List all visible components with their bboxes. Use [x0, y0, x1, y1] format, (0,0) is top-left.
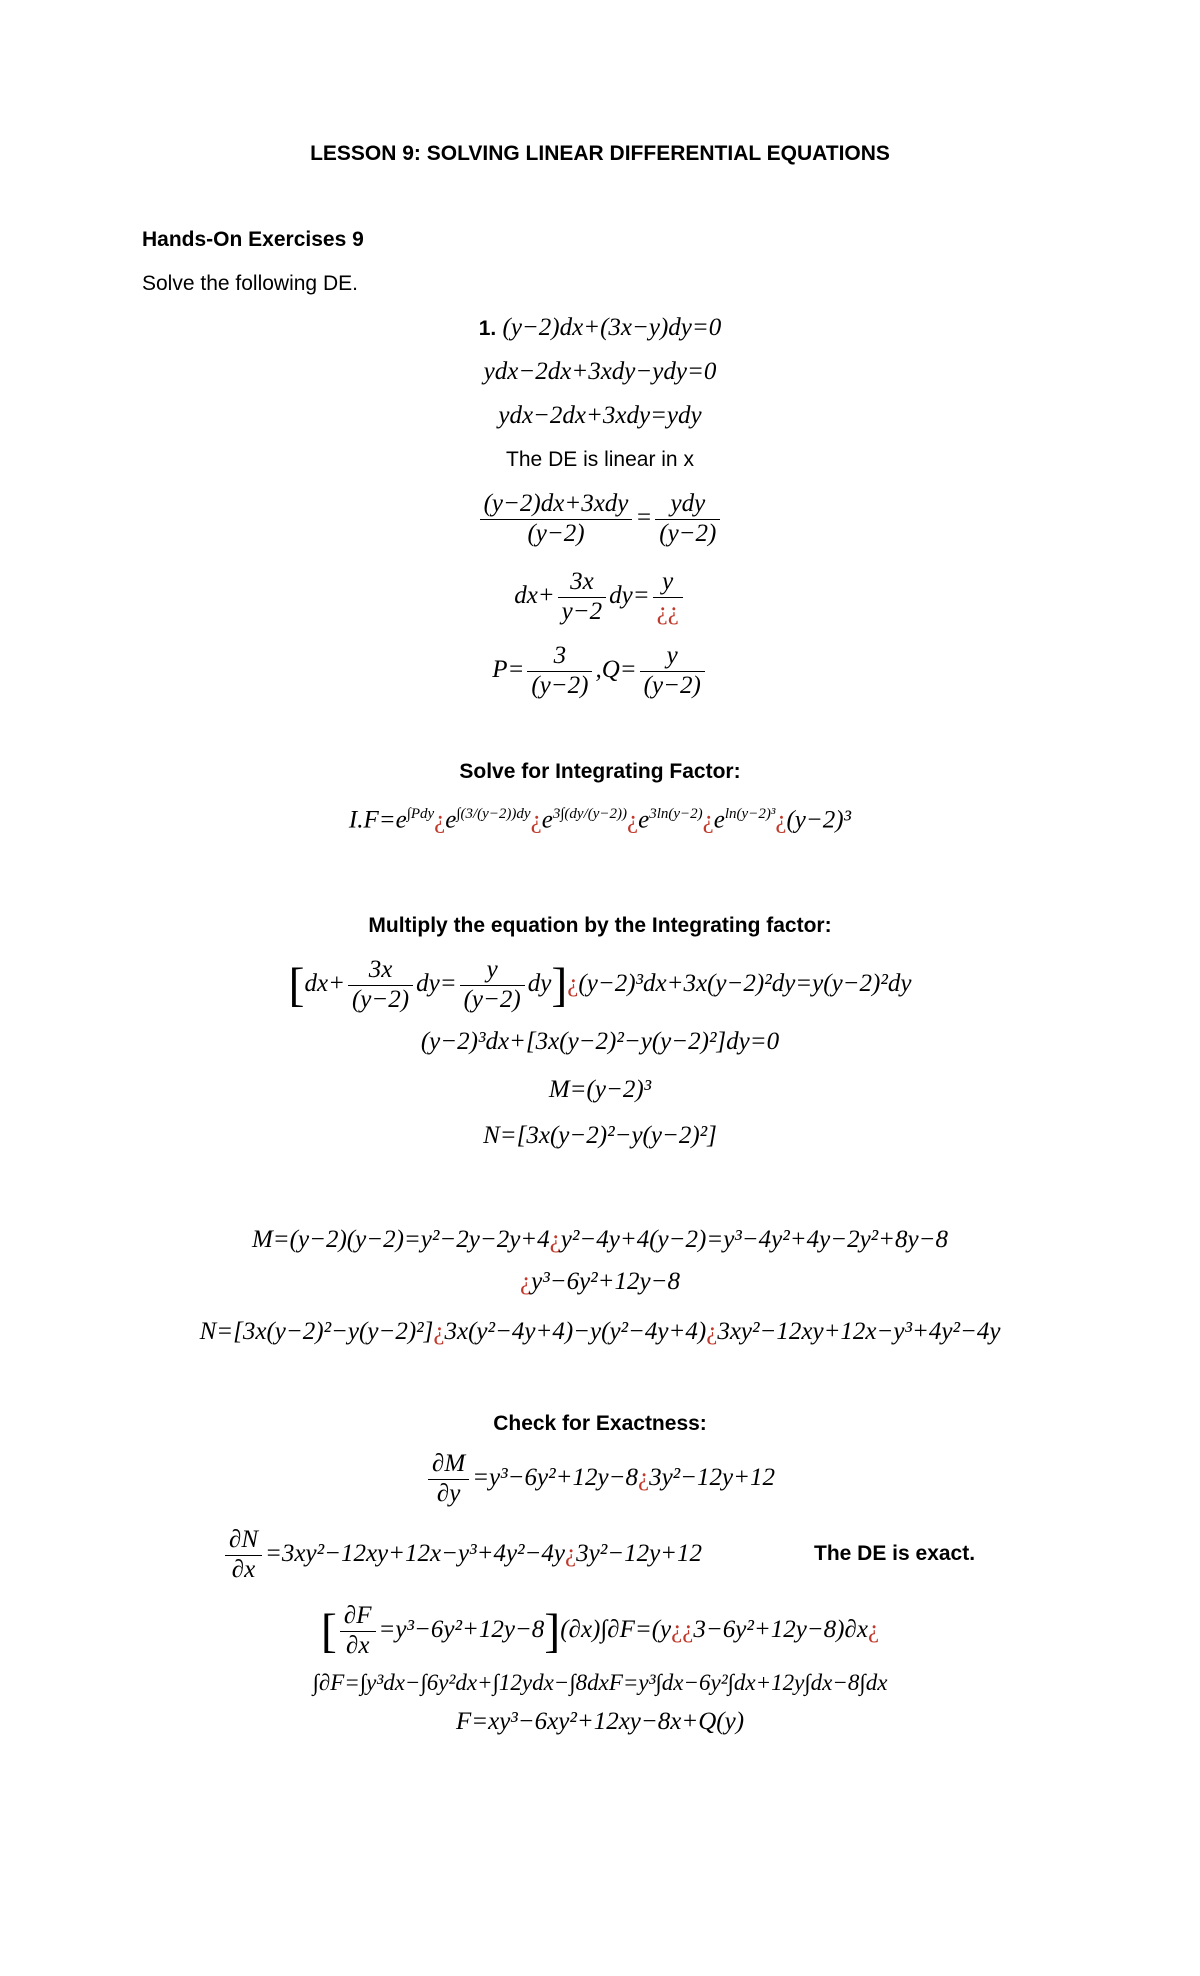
instruction-text: Solve the following DE.	[142, 272, 358, 295]
if-mark-2: ¿	[530, 806, 542, 834]
equation-step-2: ydx−2dx+3xdy−ydy=0	[483, 358, 717, 385]
standard-num: 3x	[558, 568, 606, 598]
dn-rhs-1: =3xy²−12xy+12x−y³+4y²−4y	[265, 1539, 566, 1567]
dm-den: ∂y	[436, 1479, 461, 1507]
mult-rden: (y−2)	[463, 985, 521, 1013]
if-mark-5: ¿	[775, 806, 787, 834]
equation-step-3: ydx−2dx+3xdy=ydy	[498, 402, 702, 429]
if-mark-3: ¿	[627, 806, 639, 834]
exact-note: The DE is exact.	[814, 1542, 976, 1565]
df-after-2: 3−6y²+12y−8)∂x	[693, 1615, 868, 1643]
integrating-factor-equation	[0, 806, 1200, 834]
dn-num: ∂N	[225, 1526, 262, 1556]
fraction-left-num: (y−2)dx+3xdy	[480, 490, 633, 520]
multiply-equation: [dx+ $\frac{3x}{(y-2)}$ dy= $\frac{y}{(y-2)}$ dy]¿(y−2)³dx+3x(y−2)²dy=y(y−2)²dy	[288, 956, 912, 1013]
mult-fraction	[348, 956, 413, 1015]
standard-mid: dy=	[609, 581, 650, 609]
if-e-5: e	[713, 806, 725, 834]
dm-dy-equation	[0, 1450, 1200, 1509]
mult-right-fraction	[460, 956, 525, 1015]
n-definition: N=[3x(y−2)²−y(y−2)²]	[483, 1122, 717, 1149]
equation-p-q	[0, 642, 1200, 701]
dn-fraction	[225, 1526, 262, 1585]
standard-fraction	[558, 568, 606, 627]
m-expand-rhs: y²−4y+4(y−2)=y³−4y²+4y−2y²+8y−8	[560, 1226, 949, 1253]
n-expand-mid: 3x(y²−4y+4)−y(y²−4y+4)	[444, 1318, 707, 1345]
fraction-right-num: ydy	[655, 490, 720, 520]
dn-dx-equation	[222, 1526, 702, 1585]
dn-mark: ¿	[565, 1539, 577, 1567]
if-mark-4: ¿	[702, 806, 714, 834]
mult-dy2: dy	[527, 969, 552, 997]
df-fraction	[340, 1602, 376, 1661]
mult-den: (y−2)	[351, 985, 410, 1013]
fraction-left	[480, 490, 633, 549]
dn-rhs-2: 3y²−12y+12	[576, 1539, 703, 1567]
equation-divide: $\frac{\text{(y−2)dx+3xdy}}{(y-2)}$ = $\frac{\text{ydy}}{(y-2)}$	[0, 490, 1200, 549]
df-den: ∂x	[345, 1631, 370, 1659]
dm-mark: ¿	[637, 1463, 650, 1491]
df-rhs: =y³−6y²+12y−8	[378, 1615, 545, 1643]
problem-number: 1.	[478, 317, 497, 340]
if-e-4: e	[638, 806, 650, 834]
mult-dx: dx+	[304, 969, 345, 997]
m-expand-lhs: M=(y−2)(y−2)=y²−2y−2y+4	[251, 1226, 550, 1253]
fraction-right	[655, 490, 720, 549]
df-dx-equation: [ $\frac{\partial F}{\partial x}$ =y³−6y²+12y−8](∂x)∫∂F=(y¿¿3−6y²+12y−8)∂x¿	[320, 1602, 880, 1659]
m-expand-mark: ¿	[549, 1226, 561, 1253]
if-exponent-5: ln(y−2)³	[724, 806, 776, 822]
n-expand-rhs: 3xy²−12xy+12x−y³+4y²−4y	[717, 1318, 1001, 1345]
standard-right-num: y	[653, 568, 683, 598]
if-exponent-2: ∫(3/(y−2))dy	[456, 806, 531, 822]
integrating-factor-heading: Solve for Integrating Factor:	[459, 760, 741, 783]
m-expansion-line-2	[0, 1268, 1200, 1296]
if-mark-1: ¿	[434, 806, 446, 834]
if-exponent-4: 3ln(y−2)	[649, 806, 703, 822]
df-mark-1: ¿	[671, 1615, 683, 1643]
check-heading: Check for Exactness:	[493, 1412, 707, 1435]
if-result: (y−2)³	[786, 806, 852, 834]
dn-den: ∂x	[231, 1555, 256, 1583]
n-expand-mark-2: ¿	[706, 1318, 718, 1345]
q-label: ,Q=	[595, 655, 637, 683]
if-exponent-1: ∫Pdy	[406, 806, 435, 822]
dm-fraction	[428, 1450, 469, 1509]
standard-den: y−2	[561, 597, 603, 625]
df-after: (∂x)∫∂F=(y	[560, 1615, 672, 1643]
standard-right-fraction	[653, 568, 683, 627]
dm-rhs-2: 3y²−12y+12	[649, 1463, 775, 1491]
m-expansion	[0, 1226, 1200, 1254]
p-num: 3	[527, 642, 592, 672]
q-num: y	[640, 642, 705, 672]
n-expand-mark-1: ¿	[433, 1318, 445, 1345]
standard-right-den: ¿¿	[656, 597, 679, 625]
mult-rhs: (y−2)³dx+3x(y−2)²dy=y(y−2)²dy	[578, 969, 912, 997]
dm-rhs-1: =y³−6y²+12y−8	[472, 1463, 638, 1491]
if-lhs: I.F=e	[348, 806, 407, 834]
if-exponent-3: 3∫(dy/(y−2))	[552, 806, 628, 822]
multiply-heading: Multiply the equation by the Integrating factor:	[368, 914, 832, 937]
if-e-3: e	[541, 806, 553, 834]
n-expansion	[0, 1318, 1200, 1346]
equation-standard-form	[0, 568, 1200, 627]
mult-mark: ¿	[567, 969, 579, 997]
exact-form-equation: (y−2)³dx+[3x(y−2)²−y(y−2)²]dy=0	[420, 1028, 780, 1055]
mult-rnum: y	[460, 956, 525, 986]
m-line2-text: y³−6y²+12y−8	[531, 1268, 680, 1295]
m-definition: M=(y−2)³	[548, 1076, 652, 1103]
mult-num: 3x	[348, 956, 413, 986]
q-den: (y−2)	[643, 671, 701, 699]
mult-dy: dy=	[416, 969, 457, 997]
lesson-title: LESSON 9: SOLVING LINEAR DIFFERENTIAL EQUATIONS	[310, 142, 890, 165]
n-expand-lhs: N=[3x(y−2)²−y(y−2)²]	[199, 1318, 434, 1345]
linear-note: The DE is linear in x	[506, 448, 694, 471]
fraction-left-den: (y−2)	[527, 519, 585, 547]
standard-left: dx+	[514, 581, 555, 609]
df-mark-2: ¿	[682, 1615, 694, 1643]
p-fraction	[527, 642, 592, 701]
p-den: (y−2)	[531, 671, 589, 699]
m-line2-mark: ¿	[520, 1268, 532, 1295]
equation-step-1	[0, 314, 1200, 342]
df-mark-3: ¿	[867, 1615, 880, 1643]
section-title: Hands-On Exercises 9	[142, 228, 364, 251]
df-num: ∂F	[340, 1602, 376, 1632]
f-result-line: F=xy³−6xy²+12xy−8x+Q(y)	[455, 1708, 745, 1735]
dm-num: ∂M	[428, 1450, 469, 1480]
fraction-right-den: (y−2)	[659, 519, 717, 547]
p-label: P=	[492, 655, 525, 683]
integration-line: ∫∂F=∫y³dx−∫6y²dx+∫12ydx−∫8dxF=y³∫dx−6y²∫dx+12y∫dx−8∫dx	[312, 1670, 888, 1695]
step1-text: (y−2)dx+(3x−y)dy=0	[502, 314, 722, 341]
if-e-2: e	[445, 806, 457, 834]
q-fraction	[640, 642, 705, 701]
